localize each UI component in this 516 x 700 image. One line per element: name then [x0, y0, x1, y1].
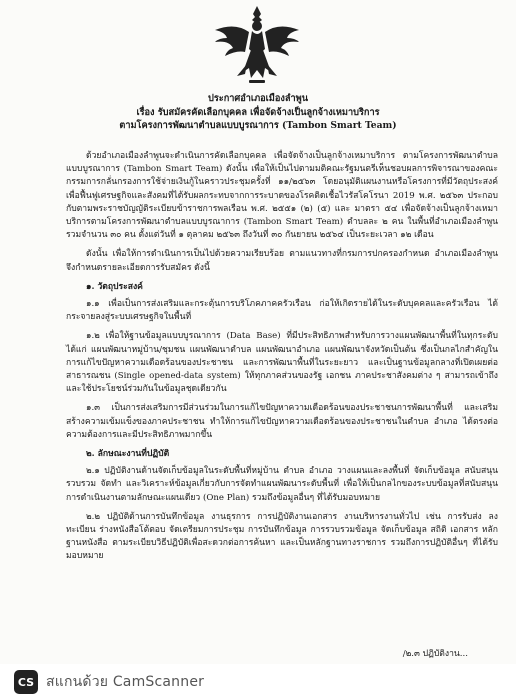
camscanner-watermark-text: สแกนด้วย CamScanner: [46, 674, 205, 690]
continued-marker: /๒.๓ ปฏิบัติงาน...: [402, 649, 468, 659]
section-duties-title: ๒. ลักษณะงานที่ปฏิบัติ: [86, 449, 170, 460]
section-objectives-title: ๑. วัตถุประสงค์: [86, 281, 143, 292]
announcement-project: ตามโครงการพัฒนาตำบลแบบบูรณาการ (Tambon Smart Team): [119, 120, 397, 131]
intro-paragraph: ด้วยอำเภอเมืองลำพูนจะดำเนินการคัดเลือกบุคคล เพื่อจัดจ้างเป็นลูกจ้างเหมาบริการ ตามโครงการพัฒนาตำบลแบบบูรณาการ (Tambon Smart Team) ดังนั้น เพื่อให้เป็นไปตามมติคณะรัฐมนตรีเห็นชอบผลการพิจารณาของคณะกรรมการกลั่นกรองการใช้จ่ายเงินกู้ในคราวประชุมครั้งที่ ๑๑/๒๕๖๓ โดยอนุมัติแผนงานหรือโครงการที่มีวัตถุประสงค์เพื่อฟื้นฟูเศรษฐกิจและสังคมที่ได้รับผลกระทบจากการระบาดของโรคติดเชื้อไวรัสโคโรนา 2019 พ.ศ. ๒๕๖๓ ประกอบกับตามพระราชบัญญัติระเบียบข้าราชการพลเรือน พ.ศ. ๒๕๕๑ (๒) (๕) และ มาตรา ๕๔ เพื่อจัดจ้างเป็นลูกจ้างเหมาบริการตามโครงการพัฒนาตำบลแบบบูรณาการ (Tambon Smart Team) ตำบลละ ๒ คน ในพื้นที่อำเภอเมืองลำพูน รวมจำนวน ๓๐ คน ตั้งแต่วันที่ ๑ ตุลาคม ๒๕๖๓ ถึงวันที่ ๓๐ กันยายน ๒๕๖๔ เป็นระยะเวลา ๑๒ เดือน: [66, 151, 498, 241]
garuda-emblem-icon: [213, 4, 301, 86]
scanner-footer: [0, 664, 516, 700]
duty-2: ๒.๒ ปฏิบัติด้านการบันทึกข้อมูล งานธุรการ การปฏิบัติงานเอกสาร งานบริหารงานทั่วไป เช่น การรับส่ง ลงทะเบียน ร่างหนังสือโต้ตอบ จัดเตรียมการประชุม การบันทึกข้อมูล การรวบรวมข้อมูล จัดเก็บข้อมูล สถิติ เอกสาร หลักฐานหนังสือ ตามระเบียบวิธีปฏิบัติเพื่อสะดวกต่อการค้นหา และเป็นหลักฐานทางราชการ รวมถึงการปฏิบัติอื่นๆ ที่ได้รับมอบหมาย: [66, 511, 498, 562]
objective-1: ๑.๑ เพื่อเป็นการส่งเสริมและกระตุ้นการบริโภคภาคครัวเรือน ก่อให้เกิดรายได้ในระดับบุคคลและครัวเรือน ได้กระจายลงสู่ระบบเศรษฐกิจในพื้นที่: [66, 299, 498, 323]
announcement-header: [0, 92, 516, 133]
announcement-body: [66, 150, 498, 570]
announcement-subject: เรื่อง รับสมัครคัดเลือกบุคคล เพื่อจัดจ้างเป็นลูกจ้างเหมาบริการ: [136, 106, 380, 118]
objective-2: ๑.๒ เพื่อให้ฐานข้อมูลแบบบูรณาการ (Data Base) ที่มีประสิทธิภาพสำหรับการวางแผนพัฒนาพื้นที่ในทุกระดับ ได้แก่ แผนพัฒนาหมู่บ้าน/ชุมชน แผนพัฒนาตำบล แผนพัฒนาอำเภอ แผนพัฒนาจังหวัดเป็นต้น ซึ่งเป็นกลไกสำคัญในการแก้ไขปัญหาความเดือดร้อนของประชาชน และการพัฒนาพื้นที่ในระยะยาว และเป็นฐานข้อมูลกลางที่เปิดเผยต่อสาธารณชน (Single opened-data system) ให้ทุกภาคส่วนของรัฐ เอกชน ภาคประชาสังคมต่าง ๆ สามารถเข้าถึงและใช้ประโยชน์ร่วมกันในข้อมูลชุดเดียวกัน: [66, 331, 498, 395]
announcement-org: ประกาศอำเภอเมืองลำพูน: [208, 93, 308, 104]
objective-3: ๑.๓ เป็นการส่งเสริมการมีส่วนร่วมในการแก้ไขปัญหาความเดือดร้อนของประชาชนการพัฒนาพื้นที่ และเสริมสร้างความเข้มแข็งของภาคประชาชน ทำให้การแก้ไขปัญหาความเดือดร้อนของประชาชนในตำบล อำเภอ ได้ตรงต่อความต้องการและมีประสิทธิภาพมากขึ้น: [66, 403, 498, 440]
duty-1: ๒.๑ ปฏิบัติงานด้านจัดเก็บข้อมูลในระดับพื้นที่หมู่บ้าน ตำบล อำเภอ วางแผนและลงพื้นที่ จัดเก็บข้อมูล สนับสนุน รวบรวม จัดทำ และวิเคราะห์ข้อมูลเกี่ยวกับการจัดทำแผนพัฒนาระดับพื้นที่ เพื่อให้เป็นกลไกของระบบข้อมูลที่สนับสนุนการดำเนินงานตามลักษณะแผนเดียว (One Plan) รวมถึงข้อมูลอื่นๆ ที่ได้รับมอบหมาย: [66, 466, 498, 503]
camscanner-logo-icon: CS: [14, 670, 38, 694]
intro-paragraph-2: ดังนั้น เพื่อให้การดำเนินการเป็นไปด้วยความเรียบร้อย ตามแนวทางที่กรมการปกครองกำหนด อำเภอเมืองลำพูน จึงกำหนดรายละเอียดการรับสมัคร ดังนี้: [66, 249, 498, 273]
